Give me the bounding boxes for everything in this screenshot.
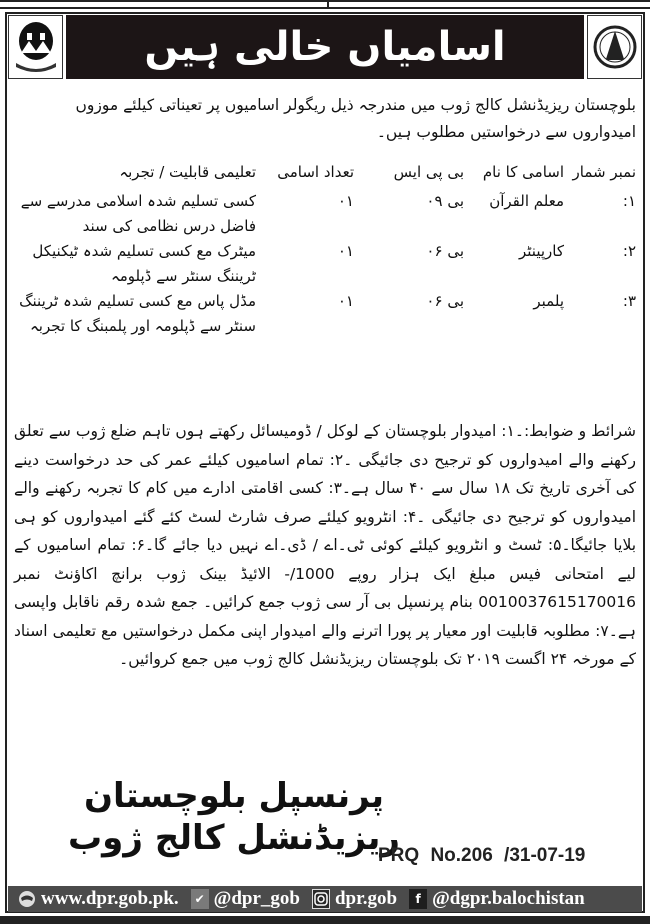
header-bps: بی پی ایس: [393, 163, 464, 181]
college-crest-icon: [587, 15, 642, 79]
row-serial: ۲:: [622, 242, 636, 260]
row-bps: بی ۰۶: [426, 242, 464, 260]
footer-facebook[interactable]: [409, 888, 585, 910]
twitter-icon: ✔: [191, 889, 209, 909]
footer-website[interactable]: [18, 888, 179, 910]
row-qualification: میٹرک مع کسی تسلیم شدہ ٹیکنیکل ٹریننگ سنٹر سے ڈپلومہ: [32, 242, 256, 285]
twitter-handle[interactable]: @dpr_gob: [213, 888, 300, 909]
row-qualification: کسی تسلیم شدہ اسلامی مدرسے سے فاضل درس نظامی کی سند: [20, 192, 256, 235]
terms-and-conditions: شرائط و ضوابط:۔۱: امیدوار بلوچستان کے لوکل / ڈومیسائل رکھتے ہوں تاہم ضلع ژوب سے تعلق رکھنے والے امیدواروں کو ترجیح دی جائیگی ۔۲: تمام اسامیوں کیلئے عمر کی حد درخواست دینے کی آخری تاریخ تک ۱۸ سال سے ۴۰ سال ہے۔۳: کسی اقامتی ادارے میں کام کا تجربہ رکھنے والے امیدواروں کو ترجیح دی جائیگی ۔۴: انٹرویو کیلئے صرف شارٹ لسٹ کئے گئے امیدواروں کو ہی بلایا جائیگا۔۵: ٹسٹ و انٹرویو کیلئے کوئی ٹی۔اے / ڈی۔اے نہیں دیا جائے گا۔۶: تمام اسامیوں کے لیے امتحانی فیس مبلغ ایک ہزار روپے 1000/- الائیڈ بینک ژوب برانچ اکاؤنٹ نمبر 0010037615170016 بنام پرنسپل بی آر سی ژوب جمع کرائیں۔ جمع شدہ رقم ناقابل واپسی ہے۔۷: مطلوبہ قابلیت اور معیار پر پورا اترنے والے امیدوار اپنی مکمل درخواستیں مع تعلیمی اسناد کے مورخہ ۲۴ اگست ۲۰۱۹ تک بلوچستان ریزیڈنشل کالج ژوب میں جمع کروائیں۔: [14, 422, 637, 668]
globe-icon: [18, 889, 36, 909]
ad-title: اسامیاں خالی ہیں: [144, 24, 506, 70]
baloch-emblem-icon: [8, 15, 63, 79]
header-qualification: تعلیمی قابلیت / تجربہ: [119, 163, 256, 181]
row-post: کارپینٹر: [519, 242, 564, 260]
row-serial: ۱:: [622, 192, 636, 210]
header-post: اسامی کا نام: [482, 163, 564, 181]
header-count: تعداد اسامی: [277, 163, 354, 181]
top-rule: [0, 0, 650, 9]
row-serial: ۳:: [622, 292, 636, 310]
footer-instagram[interactable]: [312, 888, 397, 910]
row-count: ۰۱: [337, 292, 354, 310]
header-serial: نمبر شمار: [572, 163, 636, 181]
row-count: ۰۱: [337, 242, 354, 260]
footer-bar: [8, 886, 642, 912]
instagram-icon: [312, 889, 330, 909]
prq-reference: PRQ No.206 /31-07-19: [378, 845, 586, 866]
ad-header: [8, 15, 642, 79]
signature-line-1: پرنسپل بلوچستان: [83, 776, 385, 816]
intro-paragraph: بلوچستان ریزیڈنشل کالج ژوب میں مندرجہ ذیل ریگولر اسامیوں پر تعیناتی کیلئے موزوں امیدواروں سے درخواستیں مطلوب ہیں۔: [75, 96, 636, 141]
vacancy-table: [14, 160, 636, 339]
footer-twitter[interactable]: [191, 888, 300, 910]
facebook-handle[interactable]: @dgpr.balochistan: [432, 888, 585, 909]
facebook-icon: f: [409, 889, 427, 909]
table-header-row: [14, 160, 636, 185]
row-bps: بی ۰۹: [426, 192, 464, 210]
title-banner: [66, 15, 584, 79]
row-bps: بی ۰۶: [426, 292, 464, 310]
bottom-rule: [0, 916, 650, 924]
row-count: ۰۱: [337, 192, 354, 210]
website-link[interactable]: www.dpr.gob.pk.: [41, 888, 179, 909]
table-row: [14, 289, 636, 339]
row-qualification: مڈل پاس مع کسی تسلیم شدہ ٹریننگ سنٹر سے ڈپلومہ اور پلمبنگ کا تجربہ: [19, 292, 256, 335]
table-row: [14, 239, 636, 289]
rule-tick: [327, 0, 329, 9]
row-post: معلم القرآن: [489, 192, 564, 210]
instagram-handle[interactable]: dpr.gob: [334, 888, 398, 909]
signature-line-2: ریزیڈنشل کالج ژوب: [68, 818, 400, 858]
table-row: [14, 189, 636, 239]
row-post: پلمبر: [533, 292, 564, 310]
